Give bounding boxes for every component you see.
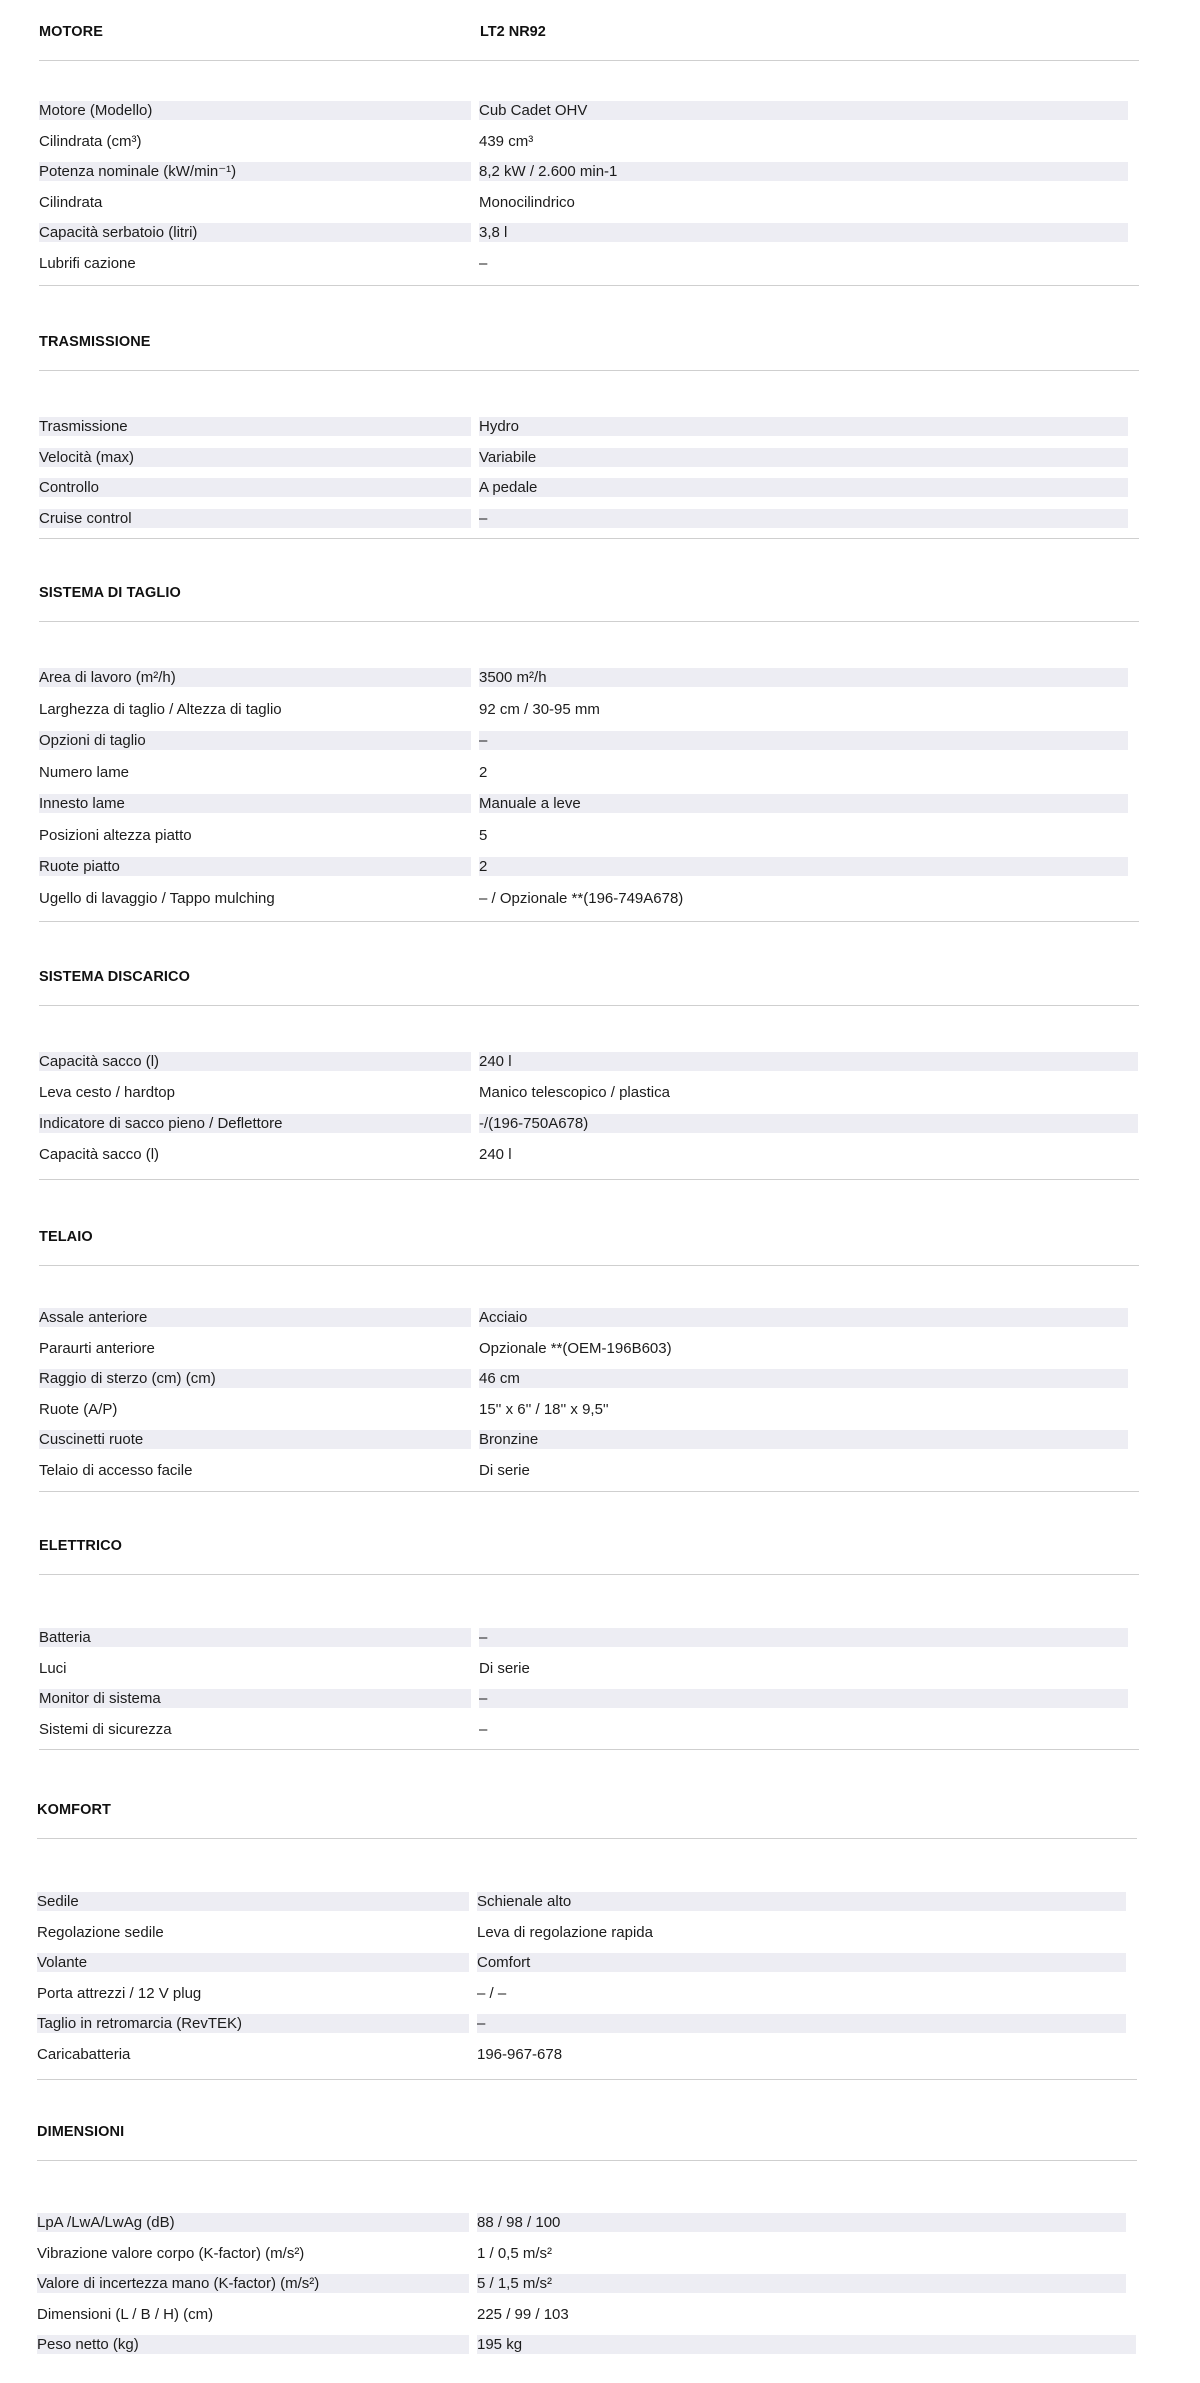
section-title: KOMFORT — [37, 1802, 111, 1818]
section-header — [39, 334, 1139, 371]
section-header — [37, 2124, 1137, 2161]
spec-label: Cuscinetti ruote — [39, 1430, 471, 1449]
spec-label: Larghezza di taglio / Altezza di taglio — [39, 700, 282, 718]
spec-row — [0, 130, 1200, 161]
spec-label: Ruote (A/P) — [39, 1400, 118, 1418]
spec-value: – — [479, 1689, 1128, 1708]
spec-row — [0, 824, 1200, 855]
spec-label: Volante — [37, 1953, 469, 1972]
spec-label: Assale anteriore — [39, 1308, 471, 1327]
spec-label: Vibrazione valore corpo (K-factor) (m/s²) — [37, 2244, 305, 2262]
spec-value: – — [479, 1720, 488, 1738]
spec-label: Innesto lame — [39, 794, 471, 813]
spec-row — [0, 2272, 1198, 2303]
section-title: ELETTRICO — [39, 1538, 123, 1554]
spec-label: Cilindrata (cm³) — [39, 132, 142, 150]
spec-row — [0, 1459, 1200, 1490]
spec-value: 15'' x 6'' / 18'' x 9,5'' — [479, 1400, 609, 1418]
spec-value: Monocilindrico — [479, 193, 575, 211]
spec-value: – — [479, 509, 1128, 528]
spec-row — [0, 446, 1200, 477]
section-header — [39, 585, 1139, 622]
spec-value: Manuale a leve — [479, 794, 1128, 813]
spec-label: Indicatore di sacco pieno / Deflettore — [39, 1114, 471, 1133]
spec-row — [0, 415, 1200, 446]
spec-label: Ugello di lavaggio / Tappo mulching — [39, 889, 275, 907]
spec-value: Acciaio — [479, 1308, 1128, 1327]
spec-value: 92 cm / 30-95 mm — [479, 700, 600, 718]
section-header — [39, 1229, 1139, 1266]
spec-label: Taglio in retromarcia (RevTEK) — [37, 2014, 469, 2033]
spec-label: Batteria — [39, 1628, 471, 1647]
spec-row — [0, 698, 1200, 729]
spec-value: Schienale alto — [477, 1892, 1126, 1911]
spec-value: 1 / 0,5 m/s² — [477, 2244, 553, 2262]
spec-label: Ruote piatto — [39, 857, 471, 876]
spec-label: Sedile — [37, 1892, 469, 1911]
spec-label: Lubrifi cazione — [39, 255, 136, 272]
spec-label: Dimensioni (L / B / H) (cm) — [37, 2305, 214, 2323]
spec-label: Capacità sacco (l) — [39, 1052, 471, 1071]
section-title: SISTEMA DI TAGLIO — [39, 585, 181, 601]
spec-row — [0, 1657, 1200, 1688]
spec-row — [0, 887, 1200, 918]
spec-row — [0, 729, 1200, 760]
spec-value: Variabile — [479, 448, 1128, 467]
spec-value: 195 kg — [477, 2335, 1136, 2354]
spec-row — [0, 1081, 1200, 1112]
spec-label: Raggio di sterzo (cm) (cm) — [39, 1369, 471, 1388]
spec-value: 5 — [479, 826, 488, 844]
spec-row — [0, 2242, 1198, 2273]
spec-value: Comfort — [477, 1953, 1126, 1972]
spec-row — [0, 1306, 1200, 1337]
spec-label: Porta attrezzi / 12 V plug — [37, 1984, 202, 2002]
spec-row — [0, 1687, 1200, 1718]
section-title: MOTORE — [39, 24, 103, 40]
spec-row — [0, 1398, 1200, 1429]
spec-label: Area di lavoro (m²/h) — [39, 668, 471, 687]
spec-label: Potenza nominale (kW/min⁻¹) — [39, 162, 471, 181]
spec-label: Posizioni altezza piatto — [39, 826, 192, 844]
spec-value: 439 cm³ — [479, 132, 534, 150]
section-header — [39, 24, 1139, 61]
spec-value: Cub Cadet OHV — [479, 101, 1128, 120]
section-title: SISTEMA DISCARICO — [39, 969, 191, 985]
spec-value: 3,8 l — [479, 223, 1128, 242]
spec-row — [0, 2043, 1198, 2074]
spec-value: Manico telescopico / plastica — [479, 1084, 670, 1101]
spec-row — [0, 476, 1200, 507]
spec-value: 240 l — [479, 1052, 1138, 1071]
section-title: TRASMISSIONE — [39, 334, 151, 350]
spec-label: LpA /LwA/LwAg (dB) — [37, 2213, 469, 2232]
spec-value: 88 / 98 / 100 — [477, 2213, 1126, 2232]
spec-label: Sistemi di sicurezza — [39, 1720, 172, 1738]
spec-label: Cilindrata — [39, 193, 103, 211]
spec-row — [0, 99, 1200, 130]
spec-value: Leva di regolazione rapida — [477, 1923, 653, 1941]
spec-row — [0, 1921, 1198, 1952]
section-divider — [39, 285, 1139, 286]
spec-row — [0, 1112, 1200, 1143]
spec-value: Di serie — [479, 1659, 530, 1677]
section-header — [39, 1538, 1139, 1575]
section-divider — [39, 538, 1139, 539]
spec-row — [0, 2211, 1198, 2242]
spec-value: – — [479, 1628, 1128, 1647]
spec-value: 2 — [479, 857, 1128, 876]
section-header — [37, 1802, 1137, 1839]
spec-label: Opzioni di taglio — [39, 731, 471, 750]
spec-row — [0, 792, 1200, 823]
spec-value: – / – — [477, 1984, 507, 2002]
spec-label: Luci — [39, 1659, 67, 1677]
spec-label: Controllo — [39, 478, 471, 497]
section-divider — [37, 2079, 1137, 2080]
spec-row — [0, 1050, 1200, 1081]
spec-label: Valore di incertezza mano (K-factor) (m/s²) — [37, 2274, 469, 2293]
spec-value: 46 cm — [479, 1369, 1128, 1388]
spec-value: – — [479, 255, 488, 272]
spec-value: Opzionale **(OEM-196B603) — [479, 1339, 672, 1357]
spec-label: Cruise control — [39, 509, 471, 528]
spec-value: 8,2 kW / 2.600 min-1 — [479, 162, 1128, 181]
spec-value: 5 / 1,5 m/s² — [477, 2274, 1126, 2293]
spec-label: Capacità sacco (l) — [39, 1146, 160, 1163]
spec-row — [0, 1428, 1200, 1459]
spec-label: Monitor di sistema — [39, 1689, 471, 1708]
section-header — [39, 969, 1139, 1006]
spec-row — [0, 666, 1200, 697]
spec-row — [0, 191, 1200, 222]
spec-row — [0, 1890, 1198, 1921]
spec-label: Leva cesto / hardtop — [39, 1084, 175, 1101]
spec-value: A pedale — [479, 478, 1128, 497]
spec-value: 196-967-678 — [477, 2046, 563, 2063]
spec-label: Numero lame — [39, 763, 130, 781]
section-divider — [39, 1179, 1139, 1180]
spec-row — [0, 1337, 1200, 1368]
spec-value: 240 l — [479, 1146, 512, 1163]
spec-row — [0, 1982, 1198, 2013]
spec-row — [0, 761, 1200, 792]
spec-value: 225 / 99 / 103 — [477, 2305, 569, 2323]
spec-row — [0, 2012, 1198, 2043]
model-name: LT2 NR92 — [480, 24, 546, 40]
spec-row — [0, 160, 1200, 191]
spec-row — [0, 1951, 1198, 1982]
spec-row — [0, 1143, 1200, 1174]
spec-row — [0, 1367, 1200, 1398]
spec-value: Bronzine — [479, 1430, 1128, 1449]
spec-value: Di serie — [479, 1462, 530, 1479]
spec-row — [0, 1718, 1200, 1749]
spec-row — [0, 1626, 1200, 1657]
section-divider — [39, 921, 1139, 922]
section-title: TELAIO — [39, 1229, 93, 1245]
spec-value: 3500 m²/h — [479, 668, 1128, 687]
spec-label: Caricabatteria — [37, 2046, 131, 2063]
spec-row — [0, 2333, 1198, 2364]
spec-value: 2 — [479, 763, 488, 781]
spec-row — [0, 507, 1200, 538]
spec-value: – — [477, 2014, 1126, 2033]
spec-label: Capacità serbatoio (litri) — [39, 223, 471, 242]
section-title: DIMENSIONI — [37, 2124, 125, 2140]
spec-row — [0, 855, 1200, 886]
spec-row — [0, 252, 1200, 283]
spec-label: Velocità (max) — [39, 448, 471, 467]
spec-label: Telaio di accesso facile — [39, 1462, 193, 1479]
section-divider — [39, 1749, 1139, 1750]
spec-row — [0, 221, 1200, 252]
spec-value: – / Opzionale **(196-749A678) — [479, 889, 684, 907]
section-divider — [39, 1491, 1139, 1492]
spec-row — [0, 2303, 1198, 2334]
spec-label: Paraurti anteriore — [39, 1339, 155, 1357]
spec-label: Trasmissione — [39, 417, 471, 436]
spec-value: -/(196-750A678) — [479, 1114, 1138, 1133]
spec-label: Regolazione sedile — [37, 1923, 164, 1941]
spec-value: – — [479, 731, 1128, 750]
spec-label: Motore (Modello) — [39, 101, 471, 120]
spec-label: Peso netto (kg) — [37, 2335, 469, 2354]
spec-value: Hydro — [479, 417, 1128, 436]
